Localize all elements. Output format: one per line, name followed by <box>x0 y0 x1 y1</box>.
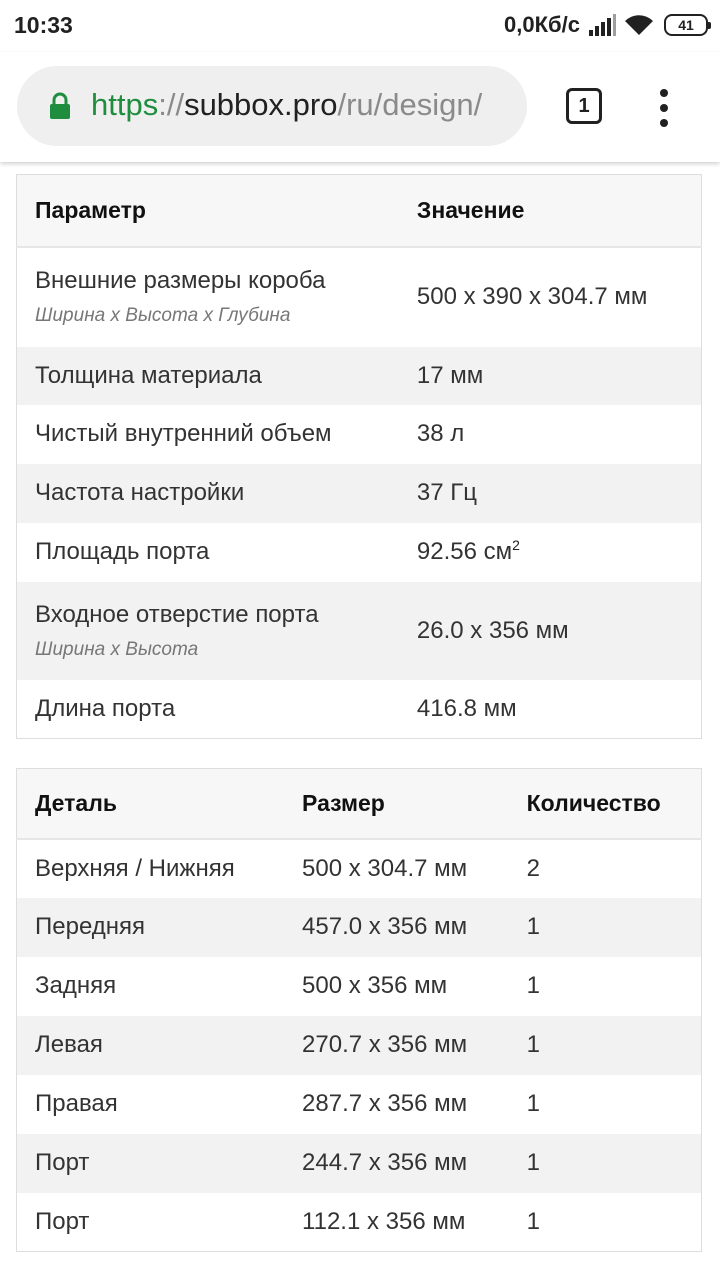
parameter-name: Чистый внутренний объем <box>35 420 332 447</box>
part-name: Порт <box>35 1207 90 1235</box>
parameter-value: 17 мм <box>416 361 484 389</box>
part-size: 500 x 304.7 мм <box>302 854 468 882</box>
part-name: Передняя <box>35 913 146 940</box>
parameter-name: Длина порта <box>35 694 176 722</box>
url-scheme: https <box>91 87 159 122</box>
value-cell <box>399 680 702 739</box>
table-row <box>17 523 702 582</box>
battery-level: 41 <box>678 17 694 33</box>
table-row <box>17 957 702 1016</box>
column-header-part: Деталь <box>17 769 285 839</box>
value-cell <box>399 523 702 582</box>
parameter-cell <box>17 464 399 523</box>
table-header-row <box>17 769 702 839</box>
parameter-value: 26.0 x 356 мм <box>416 616 569 644</box>
url-separator: :// <box>158 87 185 122</box>
table-header-row <box>17 175 702 247</box>
part-size: 112.1 x 356 мм <box>302 1207 466 1235</box>
part-size: 270.7 x 356 мм <box>302 1031 468 1058</box>
parameter-name: Площадь порта <box>35 538 210 565</box>
overflow-menu-icon[interactable] <box>650 88 678 128</box>
table-row <box>17 839 702 898</box>
battery-icon <box>664 14 708 36</box>
signal-icon <box>588 14 616 36</box>
address-bar[interactable] <box>17 66 527 146</box>
value-cell <box>399 347 702 405</box>
parameter-name: Толщина материала <box>35 361 262 389</box>
parameter-cell <box>17 523 399 582</box>
table-row <box>17 1016 702 1075</box>
column-header-parameter: Параметр <box>17 175 399 247</box>
part-name: Правая <box>35 1090 118 1117</box>
part-size: 287.7 x 356 мм <box>302 1090 468 1117</box>
part-size: 457.0 x 356 мм <box>302 913 468 940</box>
table-row <box>17 247 702 347</box>
tab-switcher-button[interactable] <box>566 88 602 124</box>
parameter-hint: Ширина x Высота x Глубина <box>35 305 291 326</box>
value-cell <box>399 405 702 464</box>
part-name: Задняя <box>35 972 117 999</box>
table-row <box>17 1193 702 1252</box>
part-quantity: 1 <box>526 1207 540 1235</box>
value-cell <box>399 247 702 347</box>
parameter-name: Входное отверстие порта <box>35 600 319 628</box>
parameter-value: 38 л <box>416 420 465 447</box>
page-content <box>0 162 720 1280</box>
table-row <box>17 1075 702 1134</box>
tab-count: 1 <box>578 94 590 117</box>
part-quantity: 2 <box>526 854 540 882</box>
url-text[interactable] <box>91 85 525 125</box>
parameter-value: 500 x 390 x 304.7 мм <box>416 283 648 310</box>
table-row <box>17 405 702 464</box>
parameter-name: Внешние размеры короба <box>35 267 326 294</box>
parameter-value: 37 Гц <box>416 479 478 506</box>
parts-table <box>16 768 702 1252</box>
parameter-hint: Ширина x Высота <box>35 638 199 660</box>
part-size: 500 x 356 мм <box>302 972 448 999</box>
table-row <box>17 347 702 405</box>
part-size: 244.7 x 356 мм <box>302 1149 468 1176</box>
parameter-value: 92.56 см <box>416 538 513 565</box>
wifi-icon <box>624 14 654 36</box>
url-host: subbox.pro <box>184 87 338 122</box>
column-header-value: Значение <box>399 175 702 247</box>
parameter-cell <box>17 347 399 405</box>
status-bar <box>0 0 720 52</box>
column-header-size: Размер <box>284 769 509 839</box>
part-name: Левая <box>35 1031 103 1058</box>
parameter-cell <box>17 405 399 464</box>
network-speed: 0,0Кб/с <box>504 12 580 37</box>
part-quantity: 1 <box>526 1090 540 1117</box>
url-path: /ru/design/ <box>337 87 483 122</box>
part-name: Верхняя / Нижняя <box>35 854 235 882</box>
part-quantity: 1 <box>526 913 540 940</box>
column-header-quantity: Количество <box>509 769 702 839</box>
parameters-table <box>16 174 702 739</box>
lock-icon <box>49 92 71 120</box>
table-row <box>17 1134 702 1193</box>
parameter-cell <box>17 582 399 680</box>
status-time: 10:33 <box>14 12 73 38</box>
parameter-name: Частота настройки <box>35 479 245 506</box>
parameter-value: 416.8 мм <box>416 694 517 722</box>
table-row <box>17 898 702 957</box>
part-quantity: 1 <box>526 972 540 999</box>
parameter-cell <box>17 680 399 739</box>
value-cell <box>399 582 702 680</box>
part-quantity: 1 <box>526 1149 540 1176</box>
browser-toolbar <box>0 52 720 162</box>
parameter-cell <box>17 247 399 347</box>
table-row <box>17 582 702 680</box>
part-quantity: 1 <box>526 1031 540 1058</box>
status-indicators <box>504 10 708 40</box>
table-row <box>17 680 702 739</box>
table-row <box>17 464 702 523</box>
value-cell <box>399 464 702 523</box>
part-name: Порт <box>35 1149 90 1176</box>
unit-superscript: 2 <box>512 537 520 553</box>
